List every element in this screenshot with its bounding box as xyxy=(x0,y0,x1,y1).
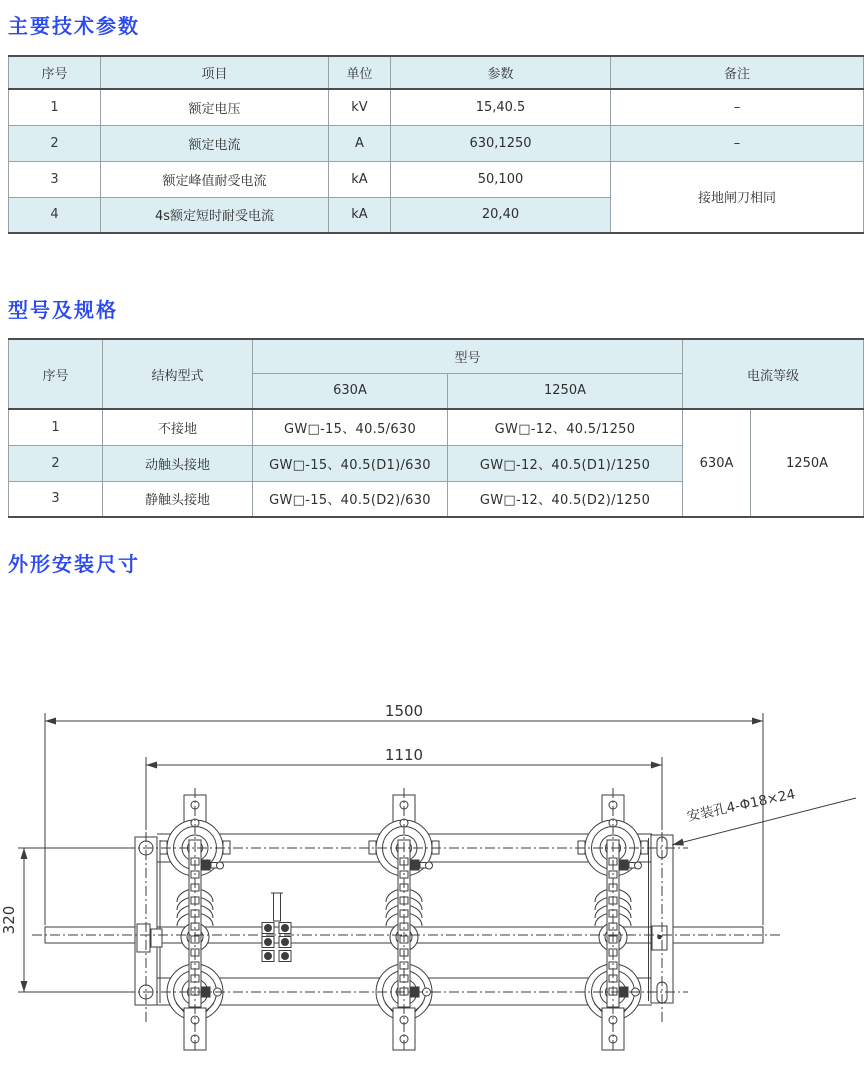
cell-model-1250: GW□-12、40.5(D2)/1250 xyxy=(448,481,683,517)
pole-assembly-3 xyxy=(578,788,648,1052)
mounting-hole-callout xyxy=(672,785,856,845)
cell-no: 2 xyxy=(9,125,101,161)
table-row xyxy=(9,409,864,445)
col-header-1250a: 1250A xyxy=(448,373,683,409)
table-row xyxy=(9,125,864,161)
cell-item: 4s额定短时耐受电流 xyxy=(101,197,329,233)
cell-no: 3 xyxy=(9,161,101,197)
right-mounting-plate xyxy=(649,835,674,1003)
cell-model-1250: GW□-12、40.5(D1)/1250 xyxy=(448,445,683,481)
dim-label-1500: 1500 xyxy=(384,702,424,720)
cell-model-630: GW□-15、40.5/630 xyxy=(253,409,448,445)
cell-unit: A xyxy=(329,125,391,161)
cell-value: 630,1250 xyxy=(391,125,611,161)
models-specs-table xyxy=(8,338,864,518)
cell-note: – xyxy=(611,125,864,161)
pole-assembly-2 xyxy=(369,788,439,1052)
cell-model-630: GW□-15、40.5(D2)/630 xyxy=(253,481,448,517)
dim-label-1110: 1110 xyxy=(384,746,424,764)
dim-label-320: 320 xyxy=(0,905,18,935)
pole-assembly-1 xyxy=(160,788,230,1052)
params-header-row xyxy=(9,56,864,89)
cell-no: 3 xyxy=(9,481,103,517)
col-header-structure: 结构型式 xyxy=(103,339,253,409)
mounting-hole-label: 安装孔4-Φ18×24 xyxy=(685,786,797,825)
col-header-unit: 单位 xyxy=(329,56,391,89)
cell-structure: 静触头接地 xyxy=(103,481,253,517)
technical-params-table xyxy=(8,55,864,234)
cell-item: 额定峰值耐受电流 xyxy=(101,161,329,197)
cell-value: 50,100 xyxy=(391,161,611,197)
cell-item: 额定电压 xyxy=(101,89,329,125)
cell-current-1250-merged: 1250A xyxy=(751,409,864,517)
col-header-note: 备注 xyxy=(611,56,864,89)
cell-model-630: GW□-15、40.5(D1)/630 xyxy=(253,445,448,481)
cell-unit: kV xyxy=(329,89,391,125)
cell-model-1250: GW□-12、40.5/1250 xyxy=(448,409,683,445)
col-header-630a: 630A xyxy=(253,373,448,409)
cell-value: 20,40 xyxy=(391,197,611,233)
cell-no: 4 xyxy=(9,197,101,233)
cell-current-630-merged: 630A xyxy=(683,409,751,517)
cell-unit: kA xyxy=(329,161,391,197)
section-title-technical-params: 主要技术参数 xyxy=(8,14,140,38)
table-row xyxy=(9,89,864,125)
cell-value: 15,40.5 xyxy=(391,89,611,125)
table-row xyxy=(9,161,864,197)
cell-no: 1 xyxy=(9,89,101,125)
col-header-model-group: 型号 xyxy=(253,339,683,373)
section-title-outline-dimensions: 外形安装尺寸 xyxy=(8,552,140,576)
cell-structure: 动触头接地 xyxy=(103,445,253,481)
models-header-row-1 xyxy=(9,339,864,373)
cell-unit: kA xyxy=(329,197,391,233)
section-title-models-specs: 型号及规格 xyxy=(8,298,118,322)
dimension-320 xyxy=(0,848,133,992)
cell-item: 额定电流 xyxy=(101,125,329,161)
cell-no: 1 xyxy=(9,409,103,445)
cell-note-merged: 接地闸刀相同 xyxy=(611,161,864,233)
cell-note: – xyxy=(611,89,864,125)
col-header-item: 项目 xyxy=(101,56,329,89)
col-header-value: 参数 xyxy=(391,56,611,89)
cell-no: 2 xyxy=(9,445,103,481)
outline-drawing xyxy=(0,690,867,1070)
col-header-no: 序号 xyxy=(9,56,101,89)
col-header-current-group: 电流等级 xyxy=(683,339,864,409)
cell-structure: 不接地 xyxy=(103,409,253,445)
col-header-no: 序号 xyxy=(9,339,103,409)
